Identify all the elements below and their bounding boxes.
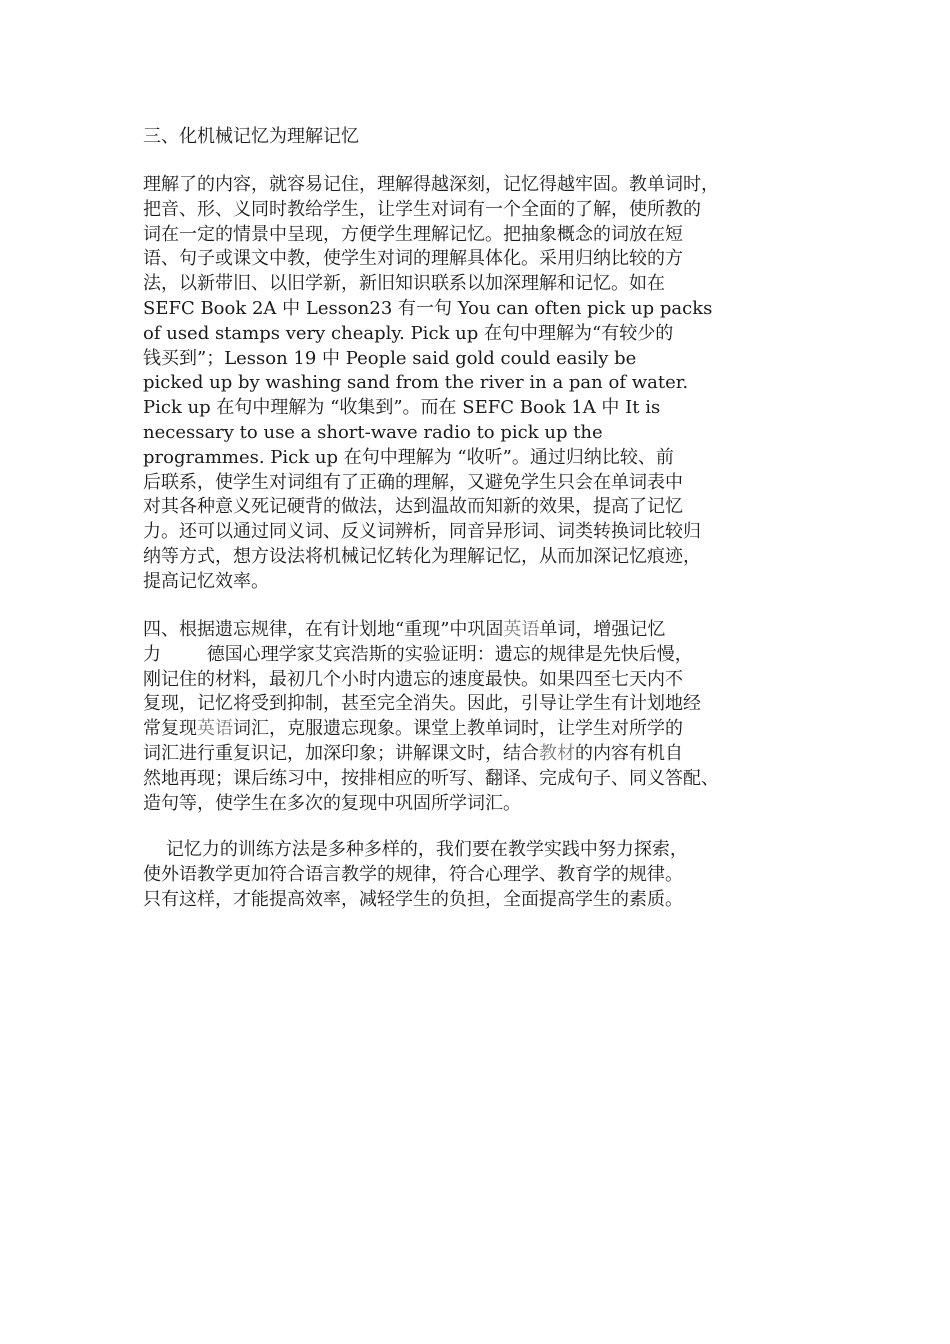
text-span: 四、根据遗忘规律，在有计划地“重现”中巩固	[143, 619, 504, 640]
section-4-body	[143, 618, 823, 816]
text-span: 单词，增强记忆	[539, 619, 666, 640]
paragraph-line: 刚记住的材料，最初几个小时内遗忘的速度最快。如果四至七天内不	[143, 668, 683, 690]
paragraph-line: 力 德国心理学家艾宾浩斯的实验证明：遗忘的规律是先快后慢，	[143, 643, 693, 665]
paragraph-line: 只有这样，才能提高效率，减轻学生的负担，全面提高学生的素质。	[143, 888, 683, 910]
keyword-link[interactable]: 英语	[197, 718, 233, 740]
text-span: 的内容有机自	[575, 742, 683, 764]
paragraph-line: 把音、形、义同时教给学生，让学生对词有一个全面的了解，使所教的	[143, 198, 701, 220]
section-heading: 三、化机械记忆为理解记忆	[143, 126, 359, 147]
paragraph-line: 纳等方式，想方设法将机械记忆转化为理解记忆，从而加深记忆痕迹，	[143, 545, 701, 567]
keyword-link[interactable]: 教材	[539, 742, 575, 764]
paragraph-line: 记忆力的训练方法是多种多样的，我们要在教学实践中努力探索，	[143, 839, 688, 860]
paragraph-line: 语、句子或课文中教，使学生对词的理解具体化。采用归纳比较的方	[143, 248, 683, 270]
paragraph-line: 然地再现；课后练习中，按排相应的听写、翻译、完成句子、同义答配、	[143, 767, 719, 789]
paragraph-line: programmes. Pick up 在句中理解为 “收听”。通过归纳比较、前	[143, 446, 674, 468]
section-3-body	[143, 173, 823, 595]
paragraph-line: 造句等，使学生在多次的复现中巩固所学词汇。	[143, 792, 521, 814]
text-span: 常复现	[143, 718, 197, 740]
paragraph-line: 提高记忆效率。	[143, 570, 269, 592]
paragraph-line: 理解了的内容，就容易记住，理解得越深刻，记忆得越牢固。教单词时，	[143, 174, 719, 195]
paragraph-line: 对其各种意义死记硬背的做法，达到温故而知新的效果，提高了记忆	[143, 496, 683, 518]
paragraph-line: 力。还可以通过同义词、反义词辨析，同音异形词、词类转换词比较归	[143, 521, 701, 543]
paragraph-line: SEFC Book 2A 中 Lesson23 有一句 You can often pick up packs	[143, 297, 713, 319]
section-3-heading	[143, 125, 823, 150]
paragraph-line: necessary to use a short-wave radio to pick up the	[143, 421, 603, 443]
keyword-link[interactable]: 英语	[503, 619, 540, 640]
paragraph-line: of used stamps very cheaply. Pick up 在句中理解为“有较少的	[143, 322, 674, 344]
paragraph-line: Pick up 在句中理解为 “收集到”。而在 SEFC Book 1A 中 It is	[143, 397, 661, 419]
paragraph-line: 后联系，使学生对词组有了正确的理解，又避免学生只会在单词表中	[143, 471, 683, 493]
paragraph-line: 复现，记忆将受到抑制，甚至完全消失。因此，引导让学生有计划地经	[143, 693, 701, 715]
paragraph-line: 法，以新带旧、以旧学新，新旧知识联系以加深理解和记忆。如在	[143, 273, 665, 295]
paragraph-line	[143, 742, 823, 767]
text-span: 词汇进行重复识记，加深印象；讲解课文时，结合	[143, 742, 539, 764]
text-span: 词汇，克服遗忘现象。课堂上教单词时，让学生对所学的	[233, 718, 683, 740]
section-heading-line	[143, 618, 823, 643]
paragraph-line: 使外语教学更加符合语言教学的规律，符合心理学、教育学的规律。	[143, 863, 683, 885]
paragraph-line	[143, 717, 823, 742]
conclusion-body	[143, 838, 823, 912]
paragraph-line: picked up by washing sand from the river in a pan of water.	[143, 372, 689, 394]
paragraph-line: 钱买到”；Lesson 19 中 People said gold could easily be	[143, 347, 637, 369]
paragraph-line: 词在一定的情景中呈现，方便学生理解记忆。把抽象概念的词放在短	[143, 223, 683, 245]
